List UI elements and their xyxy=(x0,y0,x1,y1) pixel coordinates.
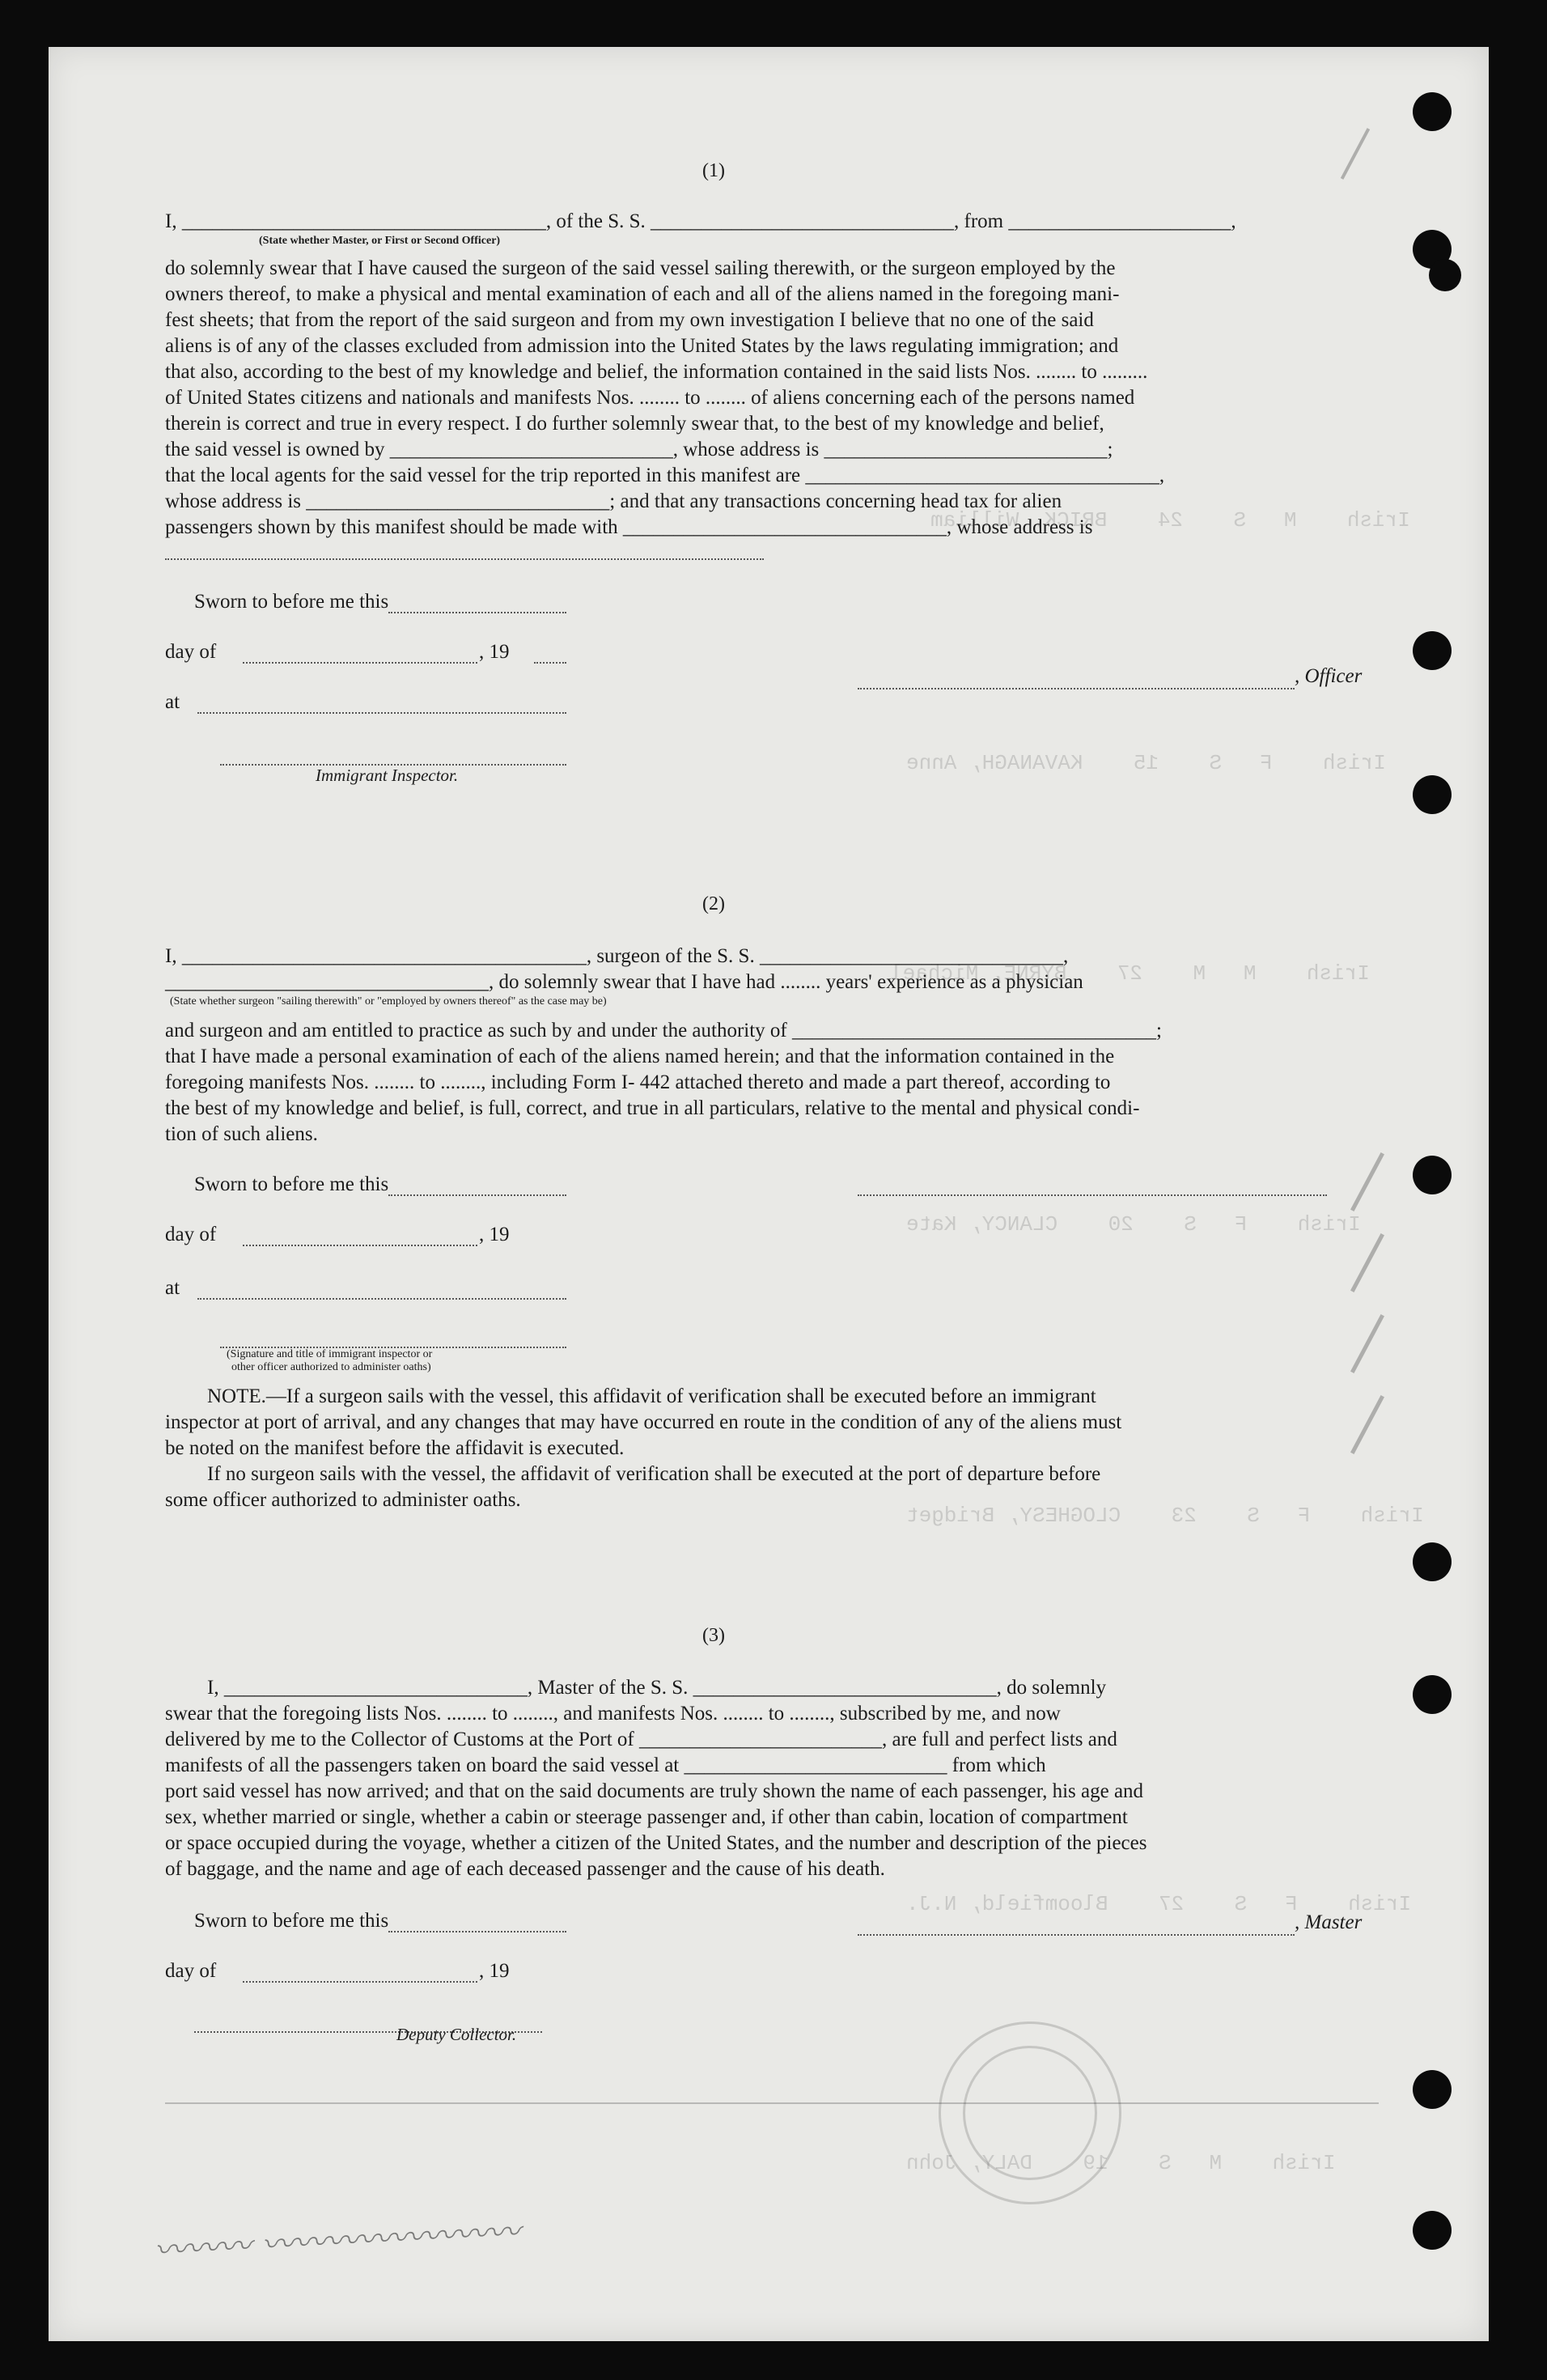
signature-line xyxy=(165,558,764,560)
deputy-collector-label: Deputy Collector. xyxy=(396,2025,517,2044)
section1-line: aliens is of any of the classes excluded from admission into the United States by the laws regulating immigration; and xyxy=(165,335,1119,357)
master-signature-line xyxy=(858,1934,1295,1936)
section-number: (3) xyxy=(702,1625,725,1646)
binder-hole xyxy=(1429,259,1461,291)
section1-line: that also, according to the best of my knowledge and belief, the information contained in the said lists Nos. ........ to ......... xyxy=(165,361,1148,383)
bleed-through-text: Irish M M 27 BYRNE, Michael xyxy=(890,961,1370,986)
day-of-label: day of xyxy=(165,641,217,663)
binder-hole xyxy=(1413,631,1452,670)
note-line: some officer authorized to administer oaths. xyxy=(165,1489,521,1511)
section2-line: that I have made a personal examination of each of the aliens named herein; and that the information contained in the xyxy=(165,1046,1115,1067)
bleed-through-text: Irish F S 23 CLOGHESY, Bridget xyxy=(906,1504,1424,1528)
at-line xyxy=(197,712,566,714)
at-label: at xyxy=(165,1277,180,1299)
section3-line: swear that the foregoing lists Nos. ........ to ........, and manifests Nos. ........ to ........, subscribed by me, and now xyxy=(165,1703,1061,1725)
signature-caption: other officer authorized to administer oaths) xyxy=(231,1361,431,1373)
binder-hole xyxy=(1413,2211,1452,2250)
note-line: be noted on the manifest before the affidavit is executed. xyxy=(165,1437,625,1459)
section1-line: therein is correct and true in every respect. I do further solemnly swear that, to the best of my knowledge and belief, xyxy=(165,413,1104,435)
day-line xyxy=(243,1245,477,1246)
surgeon-signature-line xyxy=(858,1194,1327,1196)
year-label: , 19 xyxy=(479,1224,510,1245)
bottom-rule xyxy=(165,2102,1379,2104)
section1-line: fest sheets; that from the report of the said surgeon and from my own investigation I believe that no one of the said xyxy=(165,309,1094,331)
year-line xyxy=(534,662,566,664)
binder-hole xyxy=(1413,2070,1452,2109)
section3-line: I, ______________________________, Master of the S. S. ______________________________, do solemnly xyxy=(207,1677,1107,1699)
sworn-date-line xyxy=(388,1194,566,1196)
section-number: (1) xyxy=(702,160,725,181)
section1-line: that the local agents for the said vessel for the trip reported in this manifest are ___________________________________, xyxy=(165,465,1165,486)
master-caption: (State whether Master, or First or Second Officer) xyxy=(259,235,501,247)
year-label: , 19 xyxy=(479,641,510,663)
surgeon-caption: (State whether surgeon "sailing therewith" or "employed by owners thereof" as the case may be) xyxy=(170,995,607,1008)
section1-line: whose address is ______________________________; and that any transactions concerning head tax for alien xyxy=(165,490,1062,512)
check-mark xyxy=(1350,1152,1384,1211)
note-line: inspector at port of arrival, and any changes that may have occurred en route in the condition of any of the aliens must xyxy=(165,1411,1122,1433)
bleed-through-text: Irish F S 15 KAVANAGH, Anne xyxy=(906,751,1386,775)
section-number: (2) xyxy=(702,893,725,914)
sworn-label: Sworn to before me this xyxy=(194,1173,389,1195)
port-stamp-inner xyxy=(963,2046,1097,2180)
section1-line: the said vessel is owned by ____________________________, whose address is ____________________________; xyxy=(165,439,1113,460)
section3-line: sex, whether married or single, whether a cabin or steerage passenger and, if other than cabin, location of compartment xyxy=(165,1806,1128,1828)
section3-line: of baggage, and the name and age of each deceased passenger and the cause of his death. xyxy=(165,1858,885,1880)
section1-line: I, ____________________________________, of the S. S. ______________________________, from ______________________, xyxy=(165,210,1236,232)
note-line: NOTE.—If a surgeon sails with the vessel, this affidavit of verification shall be executed before an immigrant xyxy=(207,1385,1096,1407)
section1-line: owners thereof, to make a physical and mental examination of each and all of the aliens named in the foregoing mani- xyxy=(165,283,1120,305)
section1-line: do solemnly swear that I have caused the surgeon of the said vessel sailing therewith, or the surgeon employed by the xyxy=(165,257,1116,279)
bleed-through-text: Irish F S 20 CLANCY, Kate xyxy=(906,1212,1361,1237)
check-mark xyxy=(1350,1233,1384,1292)
officer-label: , Officer xyxy=(1295,665,1363,687)
section3-line: port said vessel has now arrived; and that on the said documents are truly shown the name of each passenger, his age and xyxy=(165,1780,1144,1802)
day-of-label: day of xyxy=(165,1960,217,1982)
section1-line: of United States citizens and nationals and manifests Nos. ........ to ........ of aliens concerning each of the persons named xyxy=(165,387,1135,409)
at-line xyxy=(197,1298,566,1300)
section3-line: or space occupied during the voyage, whether a citizen of the United States, and the number and description of the pieces xyxy=(165,1832,1147,1854)
section3-line: manifests of all the passengers taken on board the said vessel at __________________________ from which xyxy=(165,1754,1046,1776)
year-label: , 19 xyxy=(479,1960,510,1982)
day-line xyxy=(243,662,477,664)
officer-line xyxy=(858,688,1295,689)
section2-line: the best of my knowledge and belief, is full, correct, and true in all particulars, relative to the mental and physical condi- xyxy=(165,1097,1140,1119)
section2-line: I, ________________________________________, surgeon of the S. S. ______________________________, xyxy=(165,945,1069,967)
section3-line: delivered by me to the Collector of Customs at the Port of ________________________, are full and perfect lists and xyxy=(165,1729,1117,1750)
section2-line: and surgeon and am entitled to practice as such by and under the authority of ____________________________________; xyxy=(165,1020,1162,1042)
master-label: , Master xyxy=(1295,1911,1363,1933)
check-mark xyxy=(1341,128,1370,180)
sworn-label: Sworn to before me this xyxy=(194,591,389,613)
section2-line: foregoing manifests Nos. ........ to ........, including Form I- 442 attached thereto and made a part thereof, according to xyxy=(165,1071,1111,1093)
bleed-through-text: Irish M S 24 BRICK, William xyxy=(930,508,1410,532)
day-of-label: day of xyxy=(165,1224,217,1245)
at-label: at xyxy=(165,691,180,713)
binder-hole xyxy=(1413,92,1452,131)
day-line xyxy=(243,1981,477,1983)
section2-line: tion of such aliens. xyxy=(165,1123,318,1145)
section1-line: passengers shown by this manifest should be made with ________________________________, whose address is xyxy=(165,516,1093,538)
handwritten-annotation: 〰〰〰 〰〰〰〰〰〰〰〰 xyxy=(153,2213,521,2270)
check-mark xyxy=(1350,1314,1384,1373)
bleed-through-text: Irish M S 19 DALY, John xyxy=(906,2151,1336,2175)
note-line: If no surgeon sails with the vessel, the affidavit of verification shall be executed at the port of departure before xyxy=(207,1463,1101,1485)
manifest-page xyxy=(49,47,1489,2341)
signature-caption: (Signature and title of immigrant inspector or xyxy=(227,1348,433,1360)
binder-hole xyxy=(1413,1156,1452,1194)
binder-hole xyxy=(1413,775,1452,814)
sworn-date-line xyxy=(388,1931,566,1932)
inspector-label: Immigrant Inspector. xyxy=(316,766,459,785)
sworn-label: Sworn to before me this xyxy=(194,1910,389,1932)
section2-line: ________________________________, do solemnly swear that I have had ........ years' experience as a physician xyxy=(165,971,1083,993)
binder-hole xyxy=(1413,1542,1452,1581)
sworn-date-line xyxy=(388,612,566,613)
bleed-through-text: Irish F S 27 Bloomfield, N.J. xyxy=(906,1892,1412,1916)
